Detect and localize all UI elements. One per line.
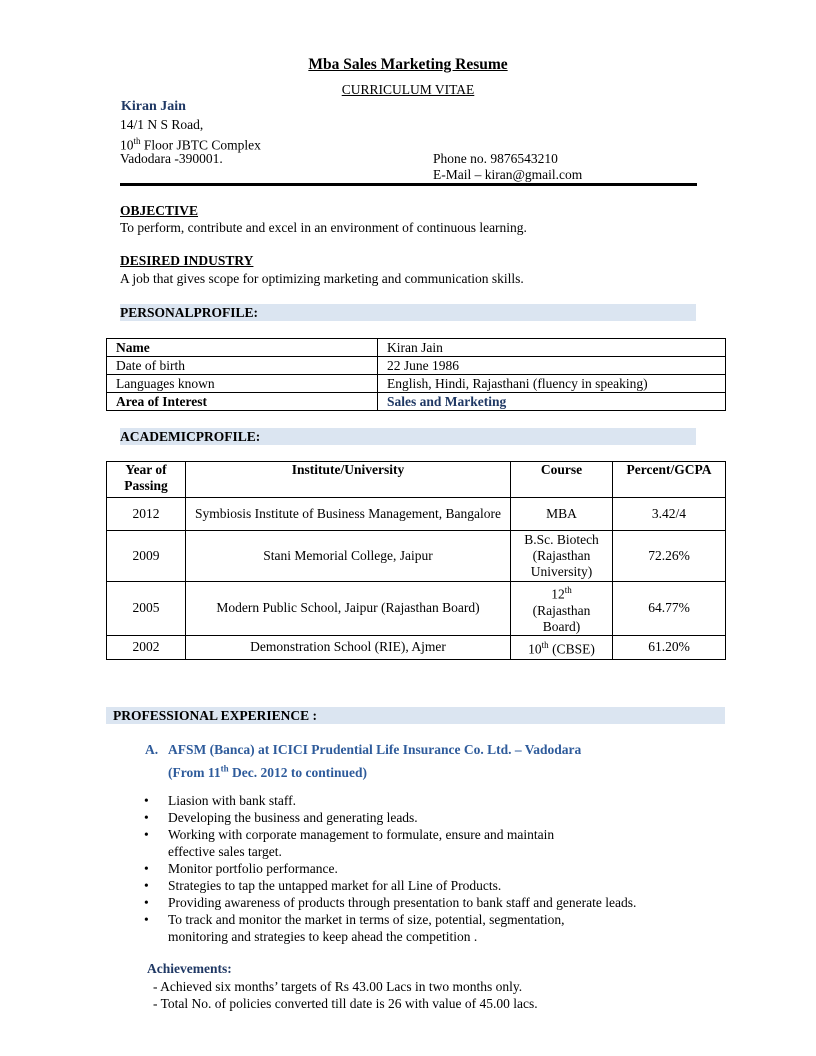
cell-institute: Demonstration School (RIE), Ajmer — [186, 635, 511, 659]
personal-value: Sales and Marketing — [378, 393, 726, 411]
experience-marker: A. — [145, 742, 159, 757]
header-divider — [120, 183, 697, 186]
email-address: E-Mail – kiran@gmail.com — [433, 167, 583, 182]
page-title: Mba Sales Marketing Resume — [308, 56, 508, 73]
personal-value: 22 June 1986 — [378, 357, 726, 375]
list-item: • Providing awareness of products through presentation to bank staff and generate leads. — [144, 894, 704, 911]
personal-value: English, Hindi, Rajasthani (fluency in speaking) — [378, 375, 726, 393]
table-row — [107, 357, 726, 375]
academic-profile-table — [106, 461, 726, 660]
academic-profile-heading: ACADEMICPROFILE: — [120, 428, 696, 445]
cell-course: 12th (Rajasthan Board) — [511, 582, 613, 636]
address-line-1: 14/1 N S Road, — [120, 117, 204, 132]
candidate-name: Kiran Jain — [121, 99, 186, 114]
cell-course: MBA — [511, 498, 613, 531]
address-line-2: 10th Floor JBTC Complex — [120, 136, 261, 153]
document-subtitle: CURRICULUM VITAE — [341, 82, 475, 97]
personal-profile-heading: PERSONALPROFILE: — [120, 304, 696, 321]
table-row — [107, 582, 726, 636]
achievement-item: - Achieved six months’ targets of Rs 43.00 Lacs in two months only. — [153, 979, 523, 994]
cell-year: 2002 — [107, 635, 186, 659]
professional-experience-heading: PROFESSIONAL EXPERIENCE : — [106, 707, 725, 724]
achievement-item: - Total No. of policies converted till date is 26 with value of 45.00 lacs. — [153, 996, 538, 1011]
cell-year: 2009 — [107, 531, 186, 582]
list-item: • To track and monitor the market in terms of size, potential, segmentation, monitoring and strategies to keep ahead the competition . — [144, 911, 598, 945]
personal-label: Languages known — [107, 375, 378, 393]
header-year: Year of Passing — [107, 462, 186, 498]
table-row — [107, 339, 726, 357]
cell-percent: 72.26% — [613, 531, 726, 582]
list-item: • Monitor portfolio performance. — [144, 860, 704, 877]
experience-period: (From 11th Dec. 2012 to continued) — [168, 763, 368, 780]
cell-institute: Modern Public School, Jaipur (Rajasthan Board) — [186, 582, 511, 636]
personal-label: Name — [107, 339, 378, 357]
personal-label: Date of birth — [107, 357, 378, 375]
industry-text: A job that gives scope for optimizing marketing and communication skills. — [120, 271, 524, 286]
objective-heading: OBJECTIVE — [120, 203, 199, 218]
header-percent: Percent/GCPA — [613, 462, 726, 498]
table-row — [107, 375, 726, 393]
header-institute: Institute/University — [186, 462, 511, 498]
cell-percent: 64.77% — [613, 582, 726, 636]
cell-percent: 61.20% — [613, 635, 726, 659]
header-course: Course — [511, 462, 613, 498]
cell-institute: Symbiosis Institute of Business Management, Bangalore — [186, 498, 511, 531]
cell-year: 2005 — [107, 582, 186, 636]
personal-profile-table — [106, 338, 726, 411]
cell-institute: Stani Memorial College, Jaipur — [186, 531, 511, 582]
personal-label: Area of Interest — [107, 393, 378, 411]
list-item: • Strategies to tap the untapped market for all Line of Products. — [144, 877, 704, 894]
experience-company: AFSM (Banca) at ICICI Prudential Life Insurance Co. Ltd. – Vadodara — [168, 742, 582, 757]
objective-text: To perform, contribute and excel in an environment of continuous learning. — [120, 220, 527, 235]
table-row — [107, 635, 726, 659]
cell-year: 2012 — [107, 498, 186, 531]
table-row — [107, 393, 726, 411]
list-item: • Developing the business and generating leads. — [144, 809, 704, 826]
experience-entry — [145, 741, 581, 782]
table-row — [107, 498, 726, 531]
list-item: • Working with corporate management to formulate, ensure and maintain effective sales target. — [144, 826, 588, 860]
personal-value: Kiran Jain — [378, 339, 726, 357]
industry-heading: DESIRED INDUSTRY — [120, 253, 254, 268]
table-row — [107, 531, 726, 582]
cell-percent: 3.42/4 — [613, 498, 726, 531]
achievements-heading: Achievements: — [147, 961, 232, 976]
address-line-3: Vadodara -390001. — [120, 151, 223, 166]
list-item: • Liasion with bank staff. — [144, 792, 704, 809]
cell-course: B.Sc. Biotech (Rajasthan University) — [511, 531, 613, 582]
duties-list — [144, 792, 704, 945]
phone-number: Phone no. 9876543210 — [433, 151, 558, 166]
cell-course: 10th (CBSE) — [511, 635, 613, 659]
table-header-row — [107, 462, 726, 498]
